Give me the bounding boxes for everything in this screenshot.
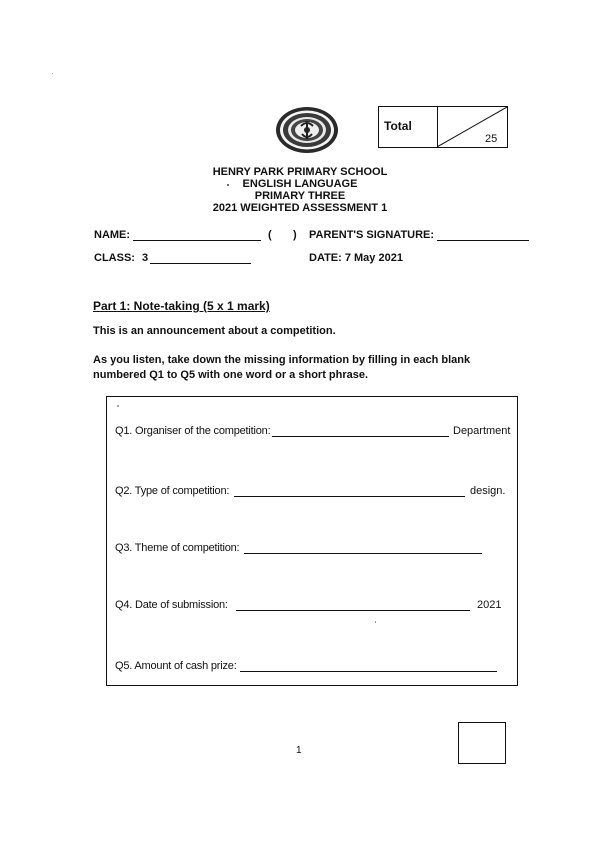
question-5-answer-line[interactable] bbox=[240, 671, 497, 672]
question-2-suffix: design. bbox=[470, 485, 506, 497]
school-crest-logo bbox=[275, 106, 339, 154]
stray-mark bbox=[227, 184, 229, 186]
school-name: HENRY PARK PRIMARY SCHOOL bbox=[212, 166, 388, 178]
name-label: NAME: bbox=[94, 229, 131, 241]
page-number: 1 bbox=[296, 745, 302, 756]
questions-box bbox=[106, 396, 518, 686]
parent-signature-label: PARENT'S SIGNATURE: bbox=[309, 229, 435, 241]
page-marks-box bbox=[458, 722, 506, 764]
parent-signature-line[interactable] bbox=[437, 240, 529, 241]
date-label: DATE: 7 May 2021 bbox=[309, 252, 403, 264]
question-4-answer-line[interactable] bbox=[236, 610, 470, 611]
stray-mark bbox=[52, 73, 53, 74]
question-1-label: Q1. Organiser of the competition: bbox=[115, 425, 271, 437]
instructions-line-2: numbered Q1 to Q5 with one word or a short phrase. bbox=[93, 369, 369, 381]
question-3-label: Q3. Theme of competition: bbox=[115, 542, 240, 554]
class-input-line[interactable] bbox=[150, 263, 251, 264]
question-5-label: Q5. Amount of cash prize: bbox=[115, 660, 237, 672]
register-paren-close: ) bbox=[293, 229, 297, 241]
stray-mark bbox=[117, 405, 119, 407]
total-max-marks: 25 bbox=[485, 133, 498, 145]
question-2-answer-line[interactable] bbox=[234, 496, 465, 497]
announcement-intro: This is an announcement about a competition. bbox=[93, 325, 336, 337]
class-label: CLASS: bbox=[94, 252, 135, 264]
question-1-answer-line[interactable] bbox=[272, 436, 449, 437]
name-input-line[interactable] bbox=[133, 240, 261, 241]
question-1-suffix: Department bbox=[453, 425, 511, 437]
total-label: Total bbox=[384, 119, 412, 133]
part-title: Part 1: Note-taking (5 x 1 mark) bbox=[93, 299, 270, 313]
assessment-title: 2021 WEIGHTED ASSESSMENT 1 bbox=[212, 202, 388, 214]
instructions-line-1: As you listen, take down the missing information by filling in each blank bbox=[93, 354, 471, 366]
register-paren-open: ( bbox=[268, 229, 272, 241]
class-value: 3 bbox=[142, 252, 149, 264]
question-4-suffix: 2021 bbox=[477, 599, 502, 611]
stray-mark bbox=[375, 621, 376, 623]
level-title: PRIMARY THREE bbox=[254, 190, 346, 202]
question-3-answer-line[interactable] bbox=[244, 553, 482, 554]
question-2-label: Q2. Type of competition: bbox=[115, 485, 230, 497]
question-4-label: Q4. Date of submission: bbox=[115, 599, 228, 611]
subject-title: ENGLISH LANGUAGE bbox=[242, 178, 358, 190]
